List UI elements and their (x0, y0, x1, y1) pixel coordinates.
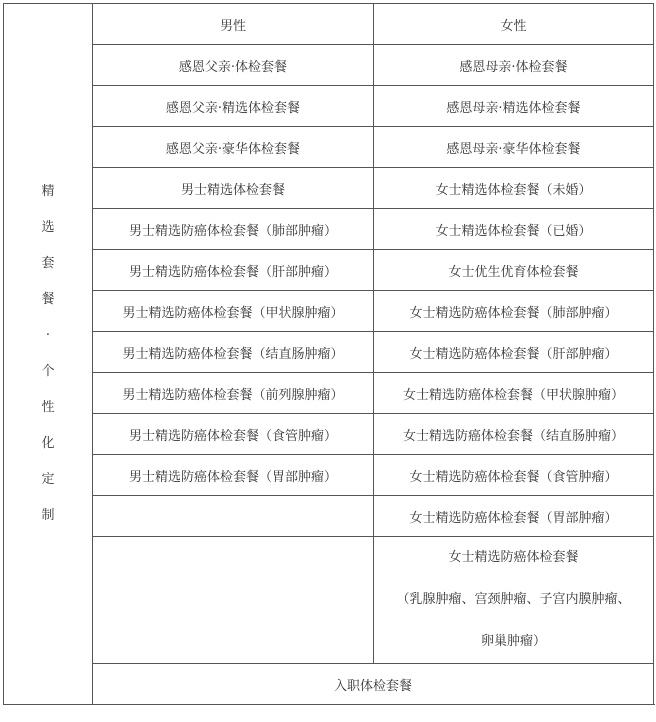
side-label-char: 定 (41, 472, 55, 487)
table-row (4, 168, 654, 209)
side-label-char: 化 (41, 436, 55, 451)
male-package-cell-empty (93, 537, 374, 664)
package-line: 女士精选防癌体检套餐 (448, 550, 579, 565)
male-package-cell: 感恩父亲·体检套餐 (93, 45, 374, 86)
side-label-char: 制 (41, 508, 55, 523)
table-row (4, 373, 654, 414)
package-line: （乳腺肿瘤、宫颈肿瘤、子宫内膜肿瘤、 (396, 592, 631, 607)
male-package-cell (93, 496, 374, 537)
checkup-package-table (3, 3, 654, 705)
table-row (4, 45, 654, 86)
female-package-cell: 感恩母亲·体检套餐 (374, 45, 654, 86)
female-package-cell: 女士优生优育体检套餐 (374, 250, 654, 291)
male-package-cell: 男士精选防癌体检套餐（结直肠肿瘤） (93, 332, 374, 373)
side-label-char: 个 (41, 364, 55, 379)
female-package-cell: 女士精选防癌体检套餐（食管肿瘤） (374, 455, 654, 496)
table-row (4, 209, 654, 250)
male-package-cell: 感恩父亲·豪华体检套餐 (93, 127, 374, 168)
table-row (4, 86, 654, 127)
male-package-cell: 男士精选体检套餐 (93, 168, 374, 209)
side-label-char: 精 (41, 184, 55, 199)
female-package-cell: 感恩母亲·豪华体检套餐 (374, 127, 654, 168)
male-package-cell: 男士精选防癌体检套餐（肝部肿瘤） (93, 250, 374, 291)
header-female: 女性 (374, 4, 654, 45)
header-row (4, 4, 654, 45)
table-row (4, 291, 654, 332)
female-package-cell: 女士精选防癌体检套餐（甲状腺肿瘤） (374, 373, 654, 414)
table-row (4, 496, 654, 537)
table-row (4, 250, 654, 291)
side-label-char: 性 (41, 400, 55, 415)
male-package-cell: 男士精选防癌体检套餐（前列腺肿瘤） (93, 373, 374, 414)
female-package-cell: 感恩母亲·精选体检套餐 (374, 86, 654, 127)
package-line: 卵巢肿瘤） (480, 634, 546, 649)
table-row (4, 537, 654, 664)
male-package-cell: 男士精选防癌体检套餐（甲状腺肿瘤） (93, 291, 374, 332)
female-package-cell: 女士精选防癌体检套餐（结直肠肿瘤） (374, 414, 654, 455)
header-male: 男性 (93, 4, 374, 45)
male-package-cell: 男士精选防癌体检套餐（食管肿瘤） (93, 414, 374, 455)
bottom-row (4, 664, 654, 705)
side-label-char: · (45, 328, 51, 343)
side-label-cell (4, 4, 93, 705)
male-package-cell: 男士精选防癌体检套餐（胃部肿瘤） (93, 455, 374, 496)
female-package-cell: 女士精选防癌体检套餐（肝部肿瘤） (374, 332, 654, 373)
table-row (4, 455, 654, 496)
side-label-char: 餐 (41, 292, 55, 307)
side-label (4, 184, 92, 524)
male-package-cell: 感恩父亲·精选体检套餐 (93, 86, 374, 127)
side-label-char: 套 (41, 256, 55, 271)
female-package-cell: 女士精选体检套餐（未婚） (374, 168, 654, 209)
female-package-cell: 女士精选防癌体检套餐（肺部肿瘤） (374, 291, 654, 332)
side-label-char: 选 (41, 220, 55, 235)
table-row (4, 127, 654, 168)
onboarding-package-cell: 入职体检套餐 (93, 664, 654, 705)
table-row (4, 414, 654, 455)
table-row (4, 332, 654, 373)
female-package-cell: 女士精选体检套餐（已婚） (374, 209, 654, 250)
female-package-cell-multi (374, 537, 654, 664)
male-package-cell: 男士精选防癌体检套餐（肺部肿瘤） (93, 209, 374, 250)
female-package-cell: 女士精选防癌体检套餐（胃部肿瘤） (374, 496, 654, 537)
